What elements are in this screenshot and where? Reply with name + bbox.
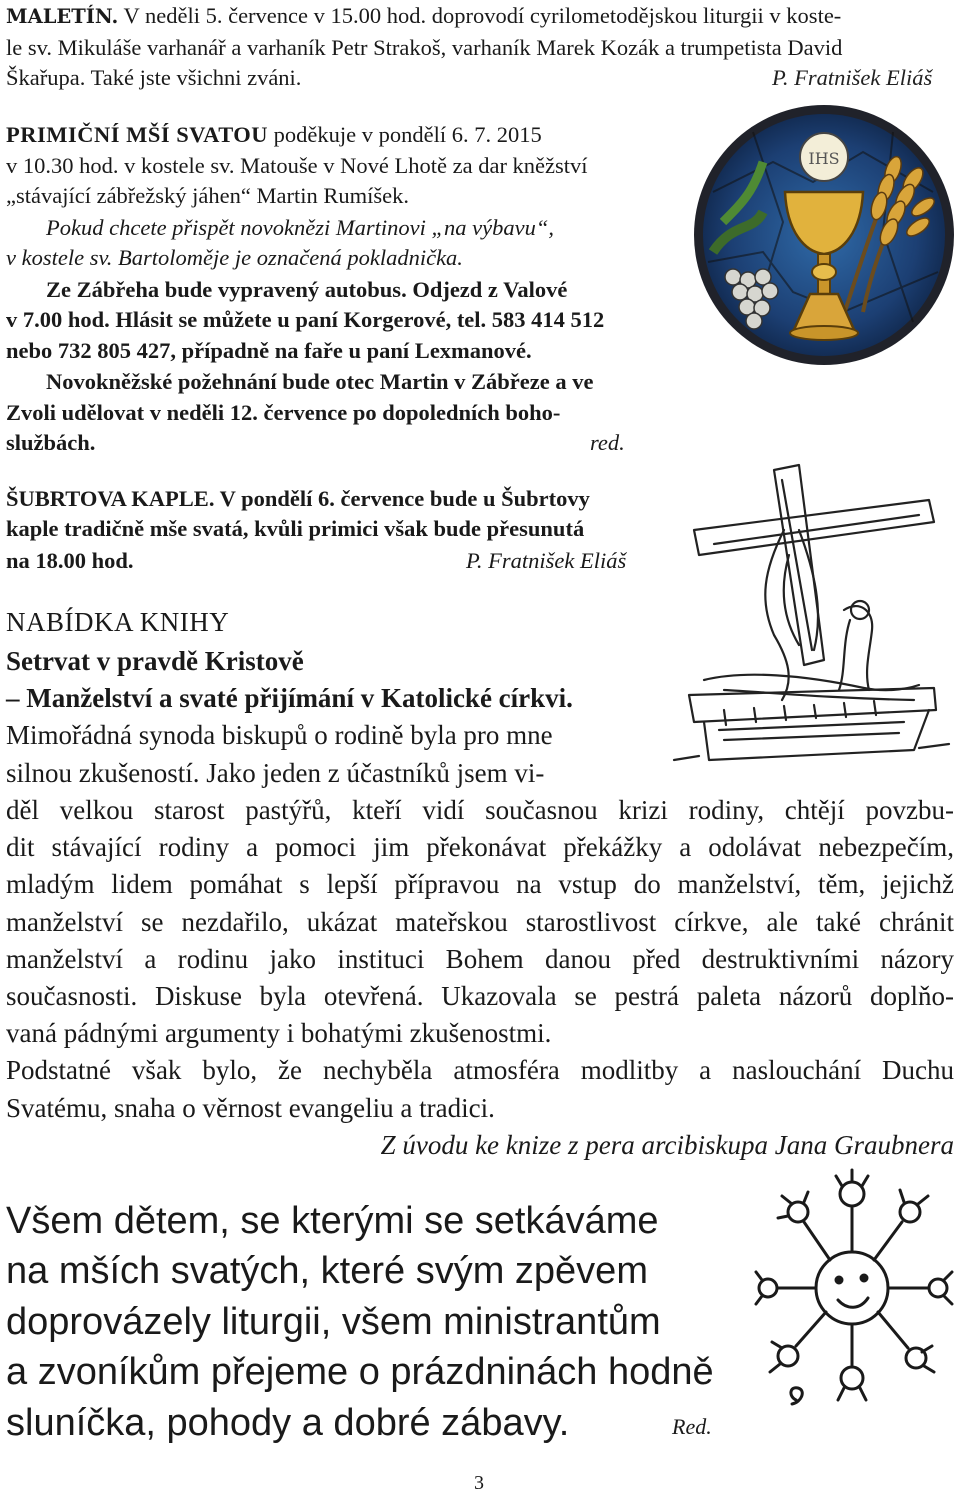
book-line-4: dit stávající rodiny a pomoci jim překonávat překážky a odolávat nebezpečím, — [6, 832, 954, 862]
maletin-signature: P. Fratnišek Eliáš — [772, 65, 933, 90]
primice-line-1: PRIMIČNÍ MŠÍ SVATOU poděkuje v pondělí 6. 7. 2015 — [6, 122, 542, 147]
stained-glass-window-image — [693, 102, 955, 368]
book-line-11: Svatému, snaha o věrnost evangeliu a tradici. — [6, 1093, 495, 1123]
primice-line-10: Zvoli udělovat v neděli 12. července po dopoledních boho- — [6, 400, 561, 425]
wish-line-4: a zvoníkům přejeme o prázdninách hodně — [6, 1351, 714, 1393]
book-line-3: děl velkou starost pastýřů, kteří vidí současnou krizi rodiny, chtějí povzbu- — [6, 795, 954, 825]
primice-line-11: službách. — [6, 430, 96, 455]
sun-drawing-image — [752, 1160, 956, 1420]
svg-text:IHS: IHS — [808, 149, 840, 168]
page-number: 3 — [474, 1472, 484, 1494]
book-line-8: současnosti. Diskuse byla otevřená. Ukazovala se pestrá paleta názorů doplňo- — [6, 981, 954, 1011]
primice-line-5: v kostele sv. Bartoloměje je označená pokladnička. — [6, 245, 463, 270]
book-line-9: vaná pádnými argumenty i bohatými zkušenostmi. — [6, 1018, 552, 1048]
book-title: Setrvat v pravdě Kristově — [6, 646, 304, 676]
subrtova-signature: P. Fratnišek Eliáš — [466, 548, 627, 573]
book-source: Z úvodu ke knize z pera arcibiskupa Jana Graubnera — [380, 1130, 954, 1160]
primice-line-2: v 10.30 hod. v kostele sv. Matouše v Nové Lhotě za dar kněžství — [6, 153, 588, 178]
book-subtitle: – Manželství a svaté přijímání v Katolické církvi. — [6, 683, 573, 713]
book-line-1: Mimořádná synoda biskupů o rodině byla pro mne — [6, 720, 553, 750]
primice-line-4: Pokud chcete přispět novoknězi Martinovi „na výbavu“, — [46, 215, 554, 240]
maletin-line-2: le sv. Mikuláše varhanář a varhaník Petr Strakoš, varhaník Marek Kozák a trumpetista David — [6, 35, 843, 60]
primice-heading: PRIMIČNÍ MŠÍ SVATOU — [6, 122, 269, 147]
maletin-line-3: Škařupa. Také jste všichni zváni. — [6, 65, 302, 90]
wish-line-2: na mších svatých, které svým zpěvem — [6, 1250, 648, 1292]
primice-line-3: „stávající zábřežský jáhen“ Martin Rumíšek. — [6, 183, 409, 208]
cross-sketch-image — [664, 460, 956, 770]
wish-line-3: doprovázely liturgii, všem ministrantům — [6, 1301, 661, 1343]
subrtova-line-1: ŠUBRTOVA KAPLE. V pondělí 6. července bude u Šubrtovy — [6, 486, 590, 511]
book-line-2: silnou zkušeností. Jako jeden z účastníků jsem vi- — [6, 758, 545, 788]
maletin-heading: MALETÍN. — [6, 5, 119, 28]
host-icon — [800, 133, 848, 181]
primice-line-6: Ze Zábřeha bude vypravený autobus. Odjezd z Valové — [46, 277, 568, 302]
maletin-line-1: MALETÍN. V neděli 5. července v 15.00 hod. doprovodí cyrilometodějskou liturgii v koste- — [6, 3, 842, 28]
primice-line-8: nebo 732 805 427, případně na faře u paní Lexmanové. — [6, 338, 532, 363]
wish-line-1: Všem dětem, se kterými se setkáváme — [6, 1200, 659, 1242]
primice-signature: red. — [590, 430, 625, 455]
primice-line-7: v 7.00 hod. Hlásit se můžete u paní Korgerové, tel. 583 414 512 — [6, 307, 605, 332]
book-line-6: manželství se nezdařilo, ukázat mateřskou starostlivost církve, ale také chránit — [6, 907, 954, 937]
wish-line-5: sluníčka, pohody a dobré zábavy. — [6, 1402, 570, 1444]
book-line-5: mladým lidem pomáhat s lepší přípravou na vstup do manželství, těm, jejichž — [6, 869, 954, 899]
book-line-10: Podstatné však bylo, že nechyběla atmosféra modlitby a naslouchání Duchu — [6, 1055, 954, 1085]
subrtova-line-3: na 18.00 hod. — [6, 548, 134, 573]
book-line-7: manželství a rodinu jako instituci Bohem danou před destruktivními názory — [6, 944, 954, 974]
subrtova-heading: ŠUBRTOVA KAPLE. — [6, 486, 215, 511]
subrtova-line-2: kaple tradičně mše svatá, kvůli primici však bude přesunutá — [6, 516, 585, 541]
wish-signature: Red. — [672, 1414, 712, 1439]
book-heading: NABÍDKA KNIHY — [6, 607, 230, 637]
primice-line-9: Novokněžské požehnání bude otec Martin v Zábřeze a ve — [46, 369, 594, 394]
